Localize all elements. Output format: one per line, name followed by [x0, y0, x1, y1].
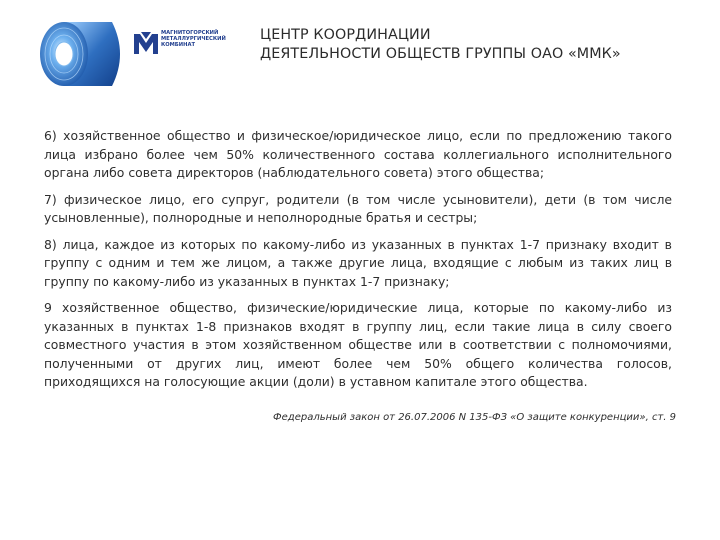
- steel-coil-image: [34, 14, 130, 94]
- logo-company-name: МАГНИТОГОРСКИЙ МЕТАЛЛУРГИЧЕСКИЙ КОМБИНАТ: [161, 30, 226, 49]
- paragraph-7: 7) физическое лицо, его супруг, родители (в том числе усыновители), дети (в том числе усыновленные), полнородные и неполнородные братья и сестры;: [44, 191, 672, 225]
- paragraph-9: 9 хозяйственное общество, физические/юридические лица, которые по какому-либо из указанных в пунктах 1-8 признаков входят в группу лиц, если такие лица в силу своего совместного участия в этом хозяйственном обществе или в соответствии с полномочиями, полученными от других лиц, имеют более чем 50% общего количества голосов, приходящихся на голосующие акции (доли) в уставном капитале этого общества.: [44, 300, 672, 389]
- paragraph-8: 8) лица, каждое из которых по какому-либо из указанных в пунктах 1-7 признаку входит в группу с одним и тем же лицом, а также другие лица, входящие с любым из таких лиц в группу по какому-либо из указанных в пунктах 1-7 признаку;: [44, 236, 672, 289]
- paragraph-6: 6) хозяйственное общество и физическое/юридическое лицо, если по предложению такого лица избрано более чем 50% количественного состава коллегиального исполнительного органа либо совета директоров (наблюдательного совета) этого общества;: [44, 128, 672, 180]
- title-line-1: ЦЕНТР КООРДИНАЦИИ: [260, 27, 431, 43]
- slide-title: [260, 26, 621, 64]
- mmk-logo-icon: [133, 30, 159, 56]
- slide-header: [0, 0, 720, 105]
- slide-body: [44, 127, 672, 400]
- law-citation: Федеральный закон от 26.07.2006 N 135-ФЗ «О защите конкуренции», ст. 9: [273, 412, 676, 423]
- title-line-2: ДЕЯТЕЛЬНОСТИ ОБЩЕСТВ ГРУППЫ ОАО «ММК»: [260, 46, 621, 62]
